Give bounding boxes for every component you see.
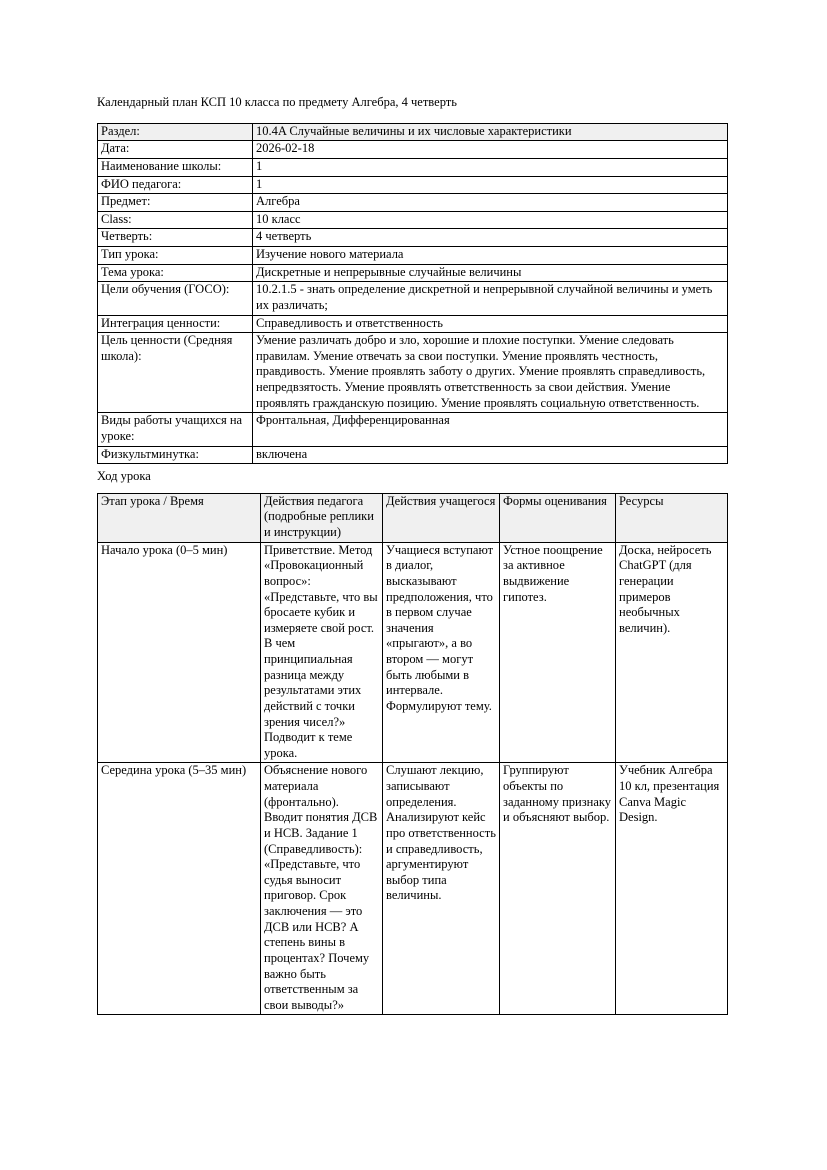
- meta-value: Умение различать добро и зло, хорошие и плохие поступки. Умение следовать правилам. Умение отвечать за свои поступки. Умение проявлять честность, правдивость. Умение проявлять заботу о других. Умение проявлять справедливость, непредвзятость. Умение проявлять ответственность за свои действия. Умение проявлять гражданскую позицию. Умение проявлять социальную ответственность.: [253, 333, 728, 413]
- table-row: [98, 446, 728, 464]
- table-row: [98, 141, 728, 159]
- meta-value: 2026-02-18: [253, 141, 728, 159]
- table-row: [98, 211, 728, 229]
- meta-label: ФИО педагога:: [98, 176, 253, 194]
- section-heading: Ход урока: [97, 469, 151, 484]
- meta-label: Тип урока:: [98, 247, 253, 265]
- resources-cell: Учебник Алгебра 10 кл, презентация Canva Magic Design.: [616, 763, 728, 1015]
- student-actions-cell: Слушают лекцию, записывают определения. Анализируют кейс про ответственность и справедливость, аргументируют выбор типа величины.: [383, 763, 500, 1015]
- stage-cell: Начало урока (0–5 мин): [98, 542, 261, 763]
- table-row: [98, 315, 728, 333]
- table-row: [98, 413, 728, 446]
- table-row: [98, 176, 728, 194]
- column-header-student-actions: Действия учащегося: [383, 493, 500, 542]
- meta-label: Предмет:: [98, 194, 253, 212]
- meta-label: Class:: [98, 211, 253, 229]
- table-row: [98, 282, 728, 315]
- meta-value: Дискретные и непрерывные случайные величины: [253, 264, 728, 282]
- meta-label: Цели обучения (ГОСО):: [98, 282, 253, 315]
- meta-value: Фронтальная, Дифференцированная: [253, 413, 728, 446]
- meta-label: Наименование школы:: [98, 158, 253, 176]
- meta-value: 10.2.1.5 - знать определение дискретной и непрерывной случайной величины и уметь их различать;: [253, 282, 728, 315]
- table-row: [98, 158, 728, 176]
- lesson-flow-table: [97, 493, 728, 1016]
- meta-label: Интеграция ценности:: [98, 315, 253, 333]
- meta-label: Дата:: [98, 141, 253, 159]
- meta-label: Физкультминутка:: [98, 446, 253, 464]
- resources-cell: Доска, нейросеть ChatGPT (для генерации примеров необычных величин).: [616, 542, 728, 763]
- meta-value: Изучение нового материала: [253, 247, 728, 265]
- table-row: [98, 333, 728, 413]
- meta-label: Четверть:: [98, 229, 253, 247]
- meta-label: Раздел:: [98, 123, 253, 141]
- meta-value: Справедливость и ответственность: [253, 315, 728, 333]
- table-row: [98, 542, 728, 763]
- meta-label: Цель ценности (Средняя школа):: [98, 333, 253, 413]
- column-header-resources: Ресурсы: [616, 493, 728, 542]
- meta-value: 10 класс: [253, 211, 728, 229]
- table-row: [98, 763, 728, 1015]
- meta-value: 10.4A Случайные величины и их числовые характеристики: [253, 123, 728, 141]
- meta-value: Алгебра: [253, 194, 728, 212]
- student-actions-cell: Учащиеся вступают в диалог, высказывают предположения, что в первом случае значения «прыгают», а во втором — могут быть любыми в интервале. Формулируют тему.: [383, 542, 500, 763]
- table-header-row: [98, 493, 728, 542]
- table-row: [98, 247, 728, 265]
- teacher-actions-cell: Объяснение нового материала (фронтально). Вводит понятия ДСВ и НСВ. Задание 1 (Справедливость): «Представьте, что судья выносит приговор. Срок заключения — это ДСВ или НСВ? А степень вины в процентах? Почему важно быть ответственным за свои выводы?»: [261, 763, 383, 1015]
- table-row: [98, 229, 728, 247]
- table-row: [98, 123, 728, 141]
- meta-value: 1: [253, 176, 728, 194]
- assessment-cell: Устное поощрение за активное выдвижение гипотез.: [500, 542, 616, 763]
- column-header-teacher-actions: Действия педагога (подробные реплики и инструкции): [261, 493, 383, 542]
- column-header-assessment: Формы оценивания: [500, 493, 616, 542]
- lesson-meta-table: [97, 123, 728, 465]
- document-title: Календарный план КСП 10 класса по предмету Алгебра, 4 четверть: [97, 95, 457, 109]
- meta-value: 1: [253, 158, 728, 176]
- teacher-actions-cell: Приветствие. Метод «Провокационный вопрос»: «Представьте, что вы бросаете кубик и измеряете свой рост. В чем принципиальная разница между результатами этих действий с точки зрения чисел?» Подводит к теме урока.: [261, 542, 383, 763]
- table-row: [98, 194, 728, 212]
- table-row: [98, 264, 728, 282]
- meta-label: Виды работы учащихся на уроке:: [98, 413, 253, 446]
- meta-value: включена: [253, 446, 728, 464]
- stage-cell: Середина урока (5–35 мин): [98, 763, 261, 1015]
- meta-label: Тема урока:: [98, 264, 253, 282]
- meta-value: 4 четверть: [253, 229, 728, 247]
- column-header-stage: Этап урока / Время: [98, 493, 261, 542]
- assessment-cell: Группируют объекты по заданному признаку и объясняют выбор.: [500, 763, 616, 1015]
